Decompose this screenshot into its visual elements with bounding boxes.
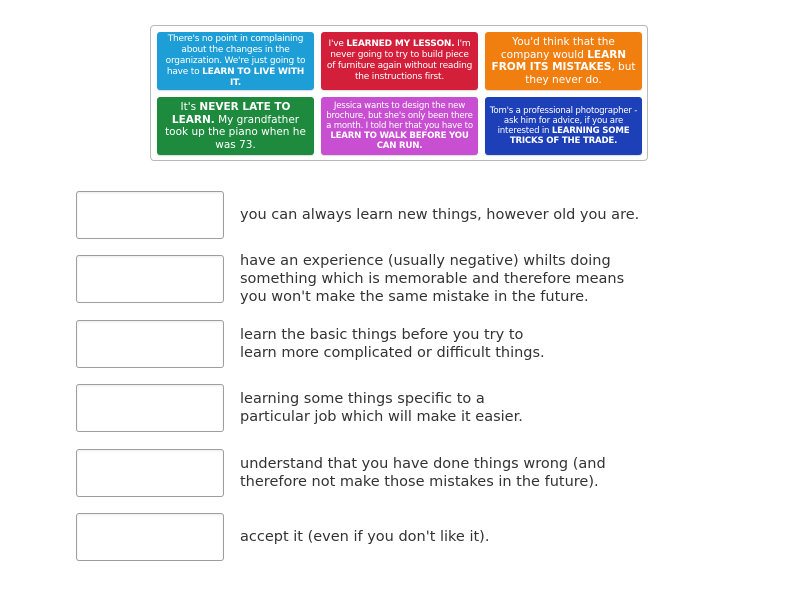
match-row bbox=[76, 513, 696, 563]
drop-target-box[interactable] bbox=[76, 191, 224, 239]
drop-target-box[interactable] bbox=[76, 513, 224, 561]
match-row bbox=[76, 320, 696, 370]
card-idiom-text: NEVER LATE TO LEARN. bbox=[171, 101, 291, 126]
card-text bbox=[325, 101, 474, 151]
card-context-text: You'd think that the company would bbox=[500, 36, 615, 61]
card-idiom-text: LEARN FROM ITS MISTAKES bbox=[491, 48, 627, 73]
definition-text: understand that you have done things wrong (and therefore not make those mistakes in the future). bbox=[240, 456, 606, 490]
card-context-text: I've bbox=[328, 39, 347, 49]
card-never-late-to-learn[interactable] bbox=[157, 97, 314, 155]
card-text bbox=[161, 101, 310, 151]
card-tricks-of-the-trade[interactable] bbox=[485, 97, 642, 155]
card-context-text: Jessica wants to design the new brochure, but she's only been there a month. I told her that you have to bbox=[326, 101, 473, 131]
card-idiom-text: LEARNING SOME TRICKS OF THE TRADE. bbox=[509, 126, 630, 146]
drop-target-box[interactable] bbox=[76, 255, 224, 303]
drop-target-box[interactable] bbox=[76, 449, 224, 497]
card-text bbox=[489, 36, 638, 86]
card-context-text: It's bbox=[180, 101, 200, 113]
definition-text: have an experience (usually negative) whilts doing something which is memorable and therefore means you won't make the same mistake in the future. bbox=[240, 253, 625, 305]
card-learn-to-walk-before-you-can-run[interactable] bbox=[321, 97, 478, 155]
card-context-text: Tom's a professional photographer - ask him for advice, if you are interested in bbox=[489, 106, 638, 136]
card-idiom-text: LEARN TO WALK BEFORE YOU CAN RUN. bbox=[330, 131, 469, 151]
definition-text: you can always learn new things, however old you are. bbox=[240, 207, 640, 223]
card-bank bbox=[150, 25, 648, 161]
card-learned-my-lesson[interactable] bbox=[321, 32, 478, 90]
match-row bbox=[76, 384, 696, 434]
card-learn-to-live-with-it[interactable] bbox=[157, 32, 314, 90]
card-context-text: My grandfather took up the piano when he was 73. bbox=[165, 113, 306, 151]
card-context-text: I'm never going to try to build piece of furniture again without reading the instructions first. bbox=[326, 39, 473, 82]
match-row bbox=[76, 255, 696, 305]
drop-target-box[interactable] bbox=[76, 320, 224, 368]
card-idiom-text: LEARN TO LIVE WITH IT. bbox=[202, 66, 305, 88]
card-idiom-text: LEARNED MY LESSON. bbox=[346, 39, 455, 49]
definition-text: learning some things specific to a particular job which will make it easier. bbox=[240, 391, 523, 425]
card-text bbox=[325, 39, 474, 83]
card-text bbox=[161, 34, 310, 89]
card-learn-from-its-mistakes[interactable] bbox=[485, 32, 642, 90]
card-context-text: , but they never do. bbox=[525, 61, 636, 86]
card-context-text: There's no point in complaining about the changes in the organization. We're just going to have to bbox=[165, 33, 306, 77]
definition-text: accept it (even if you don't like it). bbox=[240, 529, 490, 545]
match-row bbox=[76, 191, 696, 241]
card-text bbox=[489, 106, 638, 146]
definition-text: learn the basic things before you try to learn more complicated or difficult things. bbox=[240, 327, 545, 361]
drop-target-box[interactable] bbox=[76, 384, 224, 432]
match-row bbox=[76, 449, 696, 499]
